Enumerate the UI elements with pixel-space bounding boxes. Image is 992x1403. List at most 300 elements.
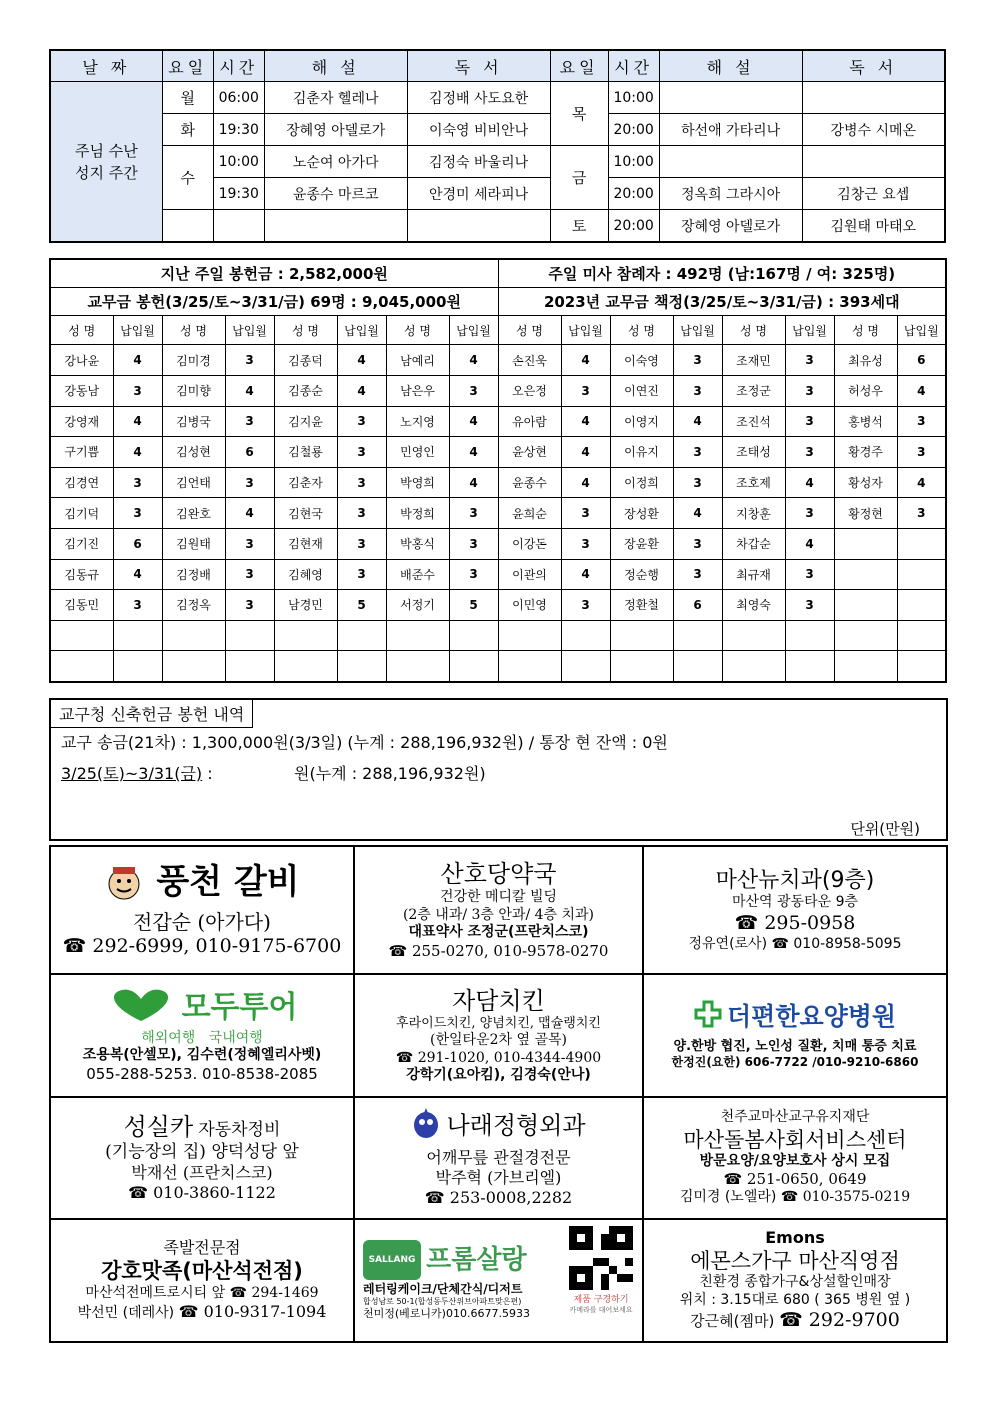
- owner-line: [646, 1309, 944, 1333]
- member-name: 이관의: [498, 559, 561, 590]
- paid-months: [673, 620, 722, 651]
- paid-months: 3: [449, 375, 498, 406]
- liturgy-schedule-table: [49, 49, 946, 243]
- member-name: [498, 620, 561, 651]
- paid-months: 3: [225, 559, 274, 590]
- building: 건강한 메디칼 빌딩: [439, 889, 558, 906]
- owner: 강근혜(젬마): [690, 1312, 775, 1331]
- col-reading: 독 서: [802, 50, 945, 82]
- member-name: [722, 651, 785, 682]
- paid-months: 3: [673, 345, 722, 376]
- hospital-logo: [646, 1000, 944, 1033]
- paid-months: 3: [225, 590, 274, 621]
- commentary: 김춘자 헬레나: [264, 82, 407, 114]
- ad-sanhodang-pharmacy: [354, 846, 643, 974]
- member-name: 구기쁨: [50, 437, 113, 468]
- member-name: 장윤환: [610, 528, 673, 559]
- member-name: [834, 528, 897, 559]
- cross-icon: [694, 1000, 722, 1033]
- paid-months: 3: [113, 590, 162, 621]
- paid-months: 4: [561, 559, 610, 590]
- reading: 김정배 사도요한: [407, 82, 550, 114]
- business-heading: [357, 1107, 640, 1144]
- owner: 박주혁 (가브리엘): [435, 1168, 562, 1188]
- reading: 이숙영 비비안나: [407, 114, 550, 146]
- time: 19:30: [213, 114, 264, 146]
- member-name: [834, 651, 897, 682]
- mascot-icon: [411, 1107, 441, 1144]
- col-month: 납입월: [561, 316, 610, 345]
- offering-column-header-row: [50, 316, 946, 345]
- business-name: 에몬스가구 마산직영점: [690, 1249, 900, 1274]
- diocese-week-line: [61, 761, 486, 784]
- paid-months: [113, 620, 162, 651]
- member-name: [834, 620, 897, 651]
- description: 방문요양/요양보호사 상시 모집: [699, 1152, 891, 1169]
- time: 20:00: [608, 114, 659, 146]
- member-name: 김춘자: [274, 467, 337, 498]
- paid-months: 4: [337, 375, 386, 406]
- location: 위치 : 3.15대로 680 ( 365 병원 옆 ): [679, 1291, 911, 1308]
- floors: (2층 내과/ 3층 안과/ 4층 치과): [402, 906, 595, 923]
- member-name: 김동민: [50, 590, 113, 621]
- col-name: 성 명: [162, 316, 225, 345]
- owners: 조용복(안셀모), 김수련(정혜엘리사벳): [82, 1047, 322, 1064]
- commentary: 장혜영 아델로가: [264, 114, 407, 146]
- paid-months: 4: [113, 406, 162, 437]
- paid-months: [561, 651, 610, 682]
- ad-seongsil-car: [50, 1097, 354, 1220]
- phone: ☎ 255-0270, 010-9578-0270: [357, 942, 640, 961]
- paid-months: 3: [673, 559, 722, 590]
- ad-masan-new-dental: [643, 846, 947, 974]
- paid-months: 4: [113, 559, 162, 590]
- weekday: 목: [550, 82, 608, 146]
- member-name: 민영인: [386, 437, 449, 468]
- paid-months: 4: [225, 498, 274, 529]
- col-month: 납입월: [225, 316, 274, 345]
- ad-from-sallang: [354, 1219, 643, 1342]
- location: (기능장의 집) 양덕성당 앞: [105, 1142, 299, 1163]
- logo-text: 모두투어: [181, 989, 298, 1025]
- member-name: 남은우: [386, 375, 449, 406]
- member-name: [610, 620, 673, 651]
- phone: ☎ 291-1020, 010-4344-4900: [357, 1050, 640, 1068]
- paid-months: 3: [785, 345, 834, 376]
- menu: 후라이드치킨, 양념치킨, 맵슐랭치킨: [396, 1015, 601, 1031]
- member-name: [50, 620, 113, 651]
- paid-months: [897, 528, 946, 559]
- paid-months: [113, 651, 162, 682]
- col-month: 납입월: [897, 316, 946, 345]
- paid-months: 4: [561, 437, 610, 468]
- paid-months: 4: [561, 467, 610, 498]
- col-month: 납입월: [785, 316, 834, 345]
- location: (한일타운2차 옆 골목): [430, 1032, 567, 1048]
- member-name: 김종덕: [274, 345, 337, 376]
- offering-row: [50, 467, 946, 498]
- empty-cell: [407, 210, 550, 243]
- offering-table: [49, 258, 947, 683]
- member-name: [722, 620, 785, 651]
- description: 친환경 종합가구&상설할인매장: [699, 1274, 891, 1291]
- paid-months: 3: [337, 528, 386, 559]
- member-name: 이정희: [610, 467, 673, 498]
- business-name: 강호맛족(마산석전점): [101, 1259, 303, 1284]
- week-total: : 원(누계 : 288,196,932원): [202, 764, 486, 783]
- member-name: 이연진: [610, 375, 673, 406]
- member-name: 김동규: [50, 559, 113, 590]
- member-name: 강영재: [50, 406, 113, 437]
- offering-row: [50, 651, 946, 682]
- offering-row: [50, 620, 946, 651]
- paid-months: [449, 651, 498, 682]
- paid-months: 3: [225, 467, 274, 498]
- paid-months: [561, 620, 610, 651]
- col-name: 성 명: [50, 316, 113, 345]
- member-name: 이민영: [498, 590, 561, 621]
- offering-row: [50, 559, 946, 590]
- member-name: 최규재: [722, 559, 785, 590]
- owner: 박선민 (데레사): [77, 1305, 175, 1322]
- paid-months: [337, 651, 386, 682]
- member-name: 최유성: [834, 345, 897, 376]
- paid-months: 5: [449, 590, 498, 621]
- paid-months: [785, 620, 834, 651]
- member-name: 이유지: [610, 437, 673, 468]
- brand: Emons: [765, 1228, 825, 1248]
- phone: ☎ 294-1469: [230, 1285, 319, 1301]
- phone: ☎ 010-8958-5095: [772, 936, 902, 952]
- commentary: 윤종수 마르코: [264, 178, 407, 210]
- member-name: 김언태: [162, 467, 225, 498]
- paid-months: 3: [337, 467, 386, 498]
- unit-label: 단위(만원): [850, 820, 920, 838]
- empty-cell: [213, 210, 264, 243]
- paid-months: 4: [449, 467, 498, 498]
- time: 10:00: [213, 146, 264, 178]
- member-name: 박영희: [386, 467, 449, 498]
- phone: ☎ 010-3860-1122: [53, 1183, 351, 1203]
- week-range: 3/25(토)~3/31(금): [61, 764, 203, 783]
- col-date: 날 짜: [50, 50, 162, 82]
- member-name: 김종순: [274, 375, 337, 406]
- paid-months: 4: [785, 528, 834, 559]
- col-name: 성 명: [498, 316, 561, 345]
- member-name: 최영숙: [722, 590, 785, 621]
- col-name: 성 명: [386, 316, 449, 345]
- member-name: 윤종수: [498, 467, 561, 498]
- member-name: 황정현: [834, 498, 897, 529]
- member-name: 장성환: [610, 498, 673, 529]
- heart-leaf-icon: [106, 987, 176, 1028]
- house-badge-icon: SALLANG: [363, 1240, 421, 1280]
- paid-months: 4: [897, 467, 946, 498]
- member-name: 김철룡: [274, 437, 337, 468]
- paid-months: [897, 559, 946, 590]
- paid-months: 6: [673, 590, 722, 621]
- dues-assessment: 2023년 교무금 책정(3/25/토~3/31/금) : 393세대: [498, 288, 946, 316]
- commentary: 하선애 가타리나: [659, 114, 802, 146]
- paid-months: 4: [337, 345, 386, 376]
- member-name: 김완호: [162, 498, 225, 529]
- col-commentary: 해 설: [659, 50, 802, 82]
- member-name: 윤희순: [498, 498, 561, 529]
- paid-months: 3: [561, 590, 610, 621]
- business-name: 산호당약국: [440, 860, 557, 889]
- reading: [802, 146, 945, 178]
- paid-months: 3: [897, 498, 946, 529]
- ad-pungcheon-galbi: [50, 846, 354, 974]
- paid-months: 3: [673, 437, 722, 468]
- member-name: 김혜영: [274, 559, 337, 590]
- location-line: [53, 1285, 351, 1303]
- staff: 정유연(로사): [688, 935, 768, 952]
- commentary: 장혜영 아델로가: [659, 210, 802, 243]
- member-name: 김현재: [274, 528, 337, 559]
- member-name: 홍병석: [834, 406, 897, 437]
- commentary: 노순여 아가다: [264, 146, 407, 178]
- member-name: 조정군: [722, 375, 785, 406]
- phone: 055-288-5253. 010-8538-2085: [86, 1064, 318, 1083]
- paid-months: 3: [897, 437, 946, 468]
- services: 해외여행 국내여행: [141, 1029, 263, 1046]
- member-name: 조재민: [722, 345, 785, 376]
- phone: ☎ 295-0958: [646, 912, 944, 936]
- paid-months: 3: [337, 559, 386, 590]
- member-name: 김정배: [162, 559, 225, 590]
- member-name: [50, 651, 113, 682]
- member-name: [610, 651, 673, 682]
- business-name: 자담치킨: [452, 986, 545, 1015]
- ad-emons-furniture: [643, 1219, 947, 1342]
- member-name: [834, 590, 897, 621]
- ad-jadam-chicken: [354, 974, 643, 1097]
- paid-months: 4: [561, 345, 610, 376]
- member-name: 남예리: [386, 345, 449, 376]
- description: 양.한방 협진, 노인성 질환, 치매 통증 치료: [673, 1039, 917, 1054]
- paid-months: 4: [225, 375, 274, 406]
- col-weekday: 요일: [550, 50, 608, 82]
- paid-months: 5: [337, 590, 386, 621]
- business-heading: [53, 1112, 351, 1142]
- business-name: 성실카: [123, 1113, 194, 1142]
- paid-months: 3: [785, 375, 834, 406]
- time: 06:00: [213, 82, 264, 114]
- col-month: 납입월: [113, 316, 162, 345]
- paid-months: 4: [113, 345, 162, 376]
- member-name: 남경민: [274, 590, 337, 621]
- paid-months: 4: [897, 375, 946, 406]
- weekday: 수: [162, 146, 213, 210]
- paid-months: 3: [785, 437, 834, 468]
- paid-months: 6: [225, 437, 274, 468]
- owner-line: [53, 1302, 351, 1323]
- offering-row: [50, 528, 946, 559]
- schedule-row: [50, 210, 945, 243]
- ad-modutour: [50, 974, 354, 1097]
- member-name: 조태성: [722, 437, 785, 468]
- paid-months: 3: [673, 467, 722, 498]
- reading: 김원태 마태오: [802, 210, 945, 243]
- paid-months: [897, 620, 946, 651]
- menu: 레터링케이크/단체간식/디저트: [363, 1282, 523, 1297]
- col-name: 성 명: [834, 316, 897, 345]
- col-month: 납입월: [449, 316, 498, 345]
- weekday: 금: [550, 146, 608, 210]
- member-name: 윤상현: [498, 437, 561, 468]
- paid-months: 3: [225, 406, 274, 437]
- member-name: 이영지: [610, 406, 673, 437]
- paid-months: 3: [337, 498, 386, 529]
- phone: ☎ 292-9700: [779, 1309, 900, 1331]
- paid-months: 3: [449, 559, 498, 590]
- offering-summary-row: [50, 259, 946, 288]
- phone: ☎ 253-0008,2282: [357, 1188, 640, 1208]
- member-name: 강동남: [50, 375, 113, 406]
- paid-months: [225, 620, 274, 651]
- category: 족발전문점: [163, 1238, 241, 1258]
- qr-code-icon: [569, 1226, 633, 1290]
- time: 20:00: [608, 210, 659, 243]
- paid-months: 4: [449, 406, 498, 437]
- paid-months: 3: [561, 498, 610, 529]
- service: 자동차정비: [198, 1120, 281, 1141]
- reading: 안경미 세라피나: [407, 178, 550, 210]
- paid-months: 3: [785, 590, 834, 621]
- col-month: 납입월: [673, 316, 722, 345]
- offering-row: [50, 498, 946, 529]
- diocese-remittance-line: 교구 송금(21차) : 1,300,000원(3/3일) (누계 : 288,196,932원) / 통장 현 잔액 : 0원: [61, 733, 668, 752]
- member-name: [834, 559, 897, 590]
- paid-months: 3: [785, 498, 834, 529]
- member-name: 오은정: [498, 375, 561, 406]
- schedule-header-row: [50, 50, 945, 82]
- paid-months: [897, 651, 946, 682]
- col-reading: 독 서: [407, 50, 550, 82]
- member-name: 김경연: [50, 467, 113, 498]
- member-name: 김병국: [162, 406, 225, 437]
- member-name: 김원태: [162, 528, 225, 559]
- owner: 전갑순 (아가다): [133, 909, 271, 934]
- member-name: 김미향: [162, 375, 225, 406]
- phone: ☎ 010-3575-0219: [781, 1189, 910, 1205]
- paid-months: 3: [785, 406, 834, 437]
- phone: ☎ 010-9317-1094: [179, 1302, 327, 1321]
- empty-cell: [264, 210, 407, 243]
- member-name: 허성우: [834, 375, 897, 406]
- paid-months: 4: [113, 437, 162, 468]
- business-name: 프롬살랑: [426, 1244, 527, 1275]
- member-name: 박홍식: [386, 528, 449, 559]
- occasion-cell: [50, 82, 162, 243]
- paid-months: 3: [785, 559, 834, 590]
- paid-months: [225, 651, 274, 682]
- member-name: 김정옥: [162, 590, 225, 621]
- member-name: [386, 651, 449, 682]
- member-name: 김기덕: [50, 498, 113, 529]
- member-name: 황성자: [834, 467, 897, 498]
- member-name: 김기진: [50, 528, 113, 559]
- member-name: 정순행: [610, 559, 673, 590]
- location: 마산역 광동타운 9층: [732, 894, 858, 911]
- paid-months: [449, 620, 498, 651]
- paid-months: 4: [449, 437, 498, 468]
- weekday: 화: [162, 114, 213, 146]
- ad-gangho-jokbal: [50, 1219, 354, 1342]
- empty-cell: [162, 210, 213, 243]
- member-name: 조호제: [722, 467, 785, 498]
- time: 19:30: [213, 178, 264, 210]
- paid-months: 3: [561, 528, 610, 559]
- ad-narae-orthopedics: [354, 1097, 643, 1220]
- qr-code[interactable]: [566, 1226, 636, 1315]
- paid-months: 4: [673, 406, 722, 437]
- member-name: 정환철: [610, 590, 673, 621]
- foundation: 천주교마산교구유지재단: [720, 1109, 870, 1126]
- col-name: 성 명: [274, 316, 337, 345]
- offering-row: [50, 406, 946, 437]
- specialty: 어깨무릎 관절경전문: [426, 1148, 571, 1168]
- owner: 박재선 (프란치스코): [131, 1163, 273, 1183]
- col-time: 시간: [213, 50, 264, 82]
- member-name: [162, 651, 225, 682]
- member-name: 박정희: [386, 498, 449, 529]
- business-name: 마산뉴치과(9층): [715, 867, 875, 893]
- phone: ☎ 251-0650, 0649: [646, 1170, 944, 1189]
- member-name: 김미경: [162, 345, 225, 376]
- paid-months: 3: [337, 437, 386, 468]
- member-name: [274, 651, 337, 682]
- reading: 김정숙 바울리나: [407, 146, 550, 178]
- member-name: 유아람: [498, 406, 561, 437]
- member-name: 김현국: [274, 498, 337, 529]
- business-name: 마산돌봄사회서비스센터: [683, 1127, 907, 1152]
- member-name: [162, 620, 225, 651]
- paid-months: 3: [897, 406, 946, 437]
- paid-months: [785, 651, 834, 682]
- ad-masan-care-center: [643, 1097, 947, 1220]
- diocese-building-fund-box: [49, 698, 948, 841]
- schedule-row: [50, 146, 945, 178]
- paid-months: 3: [113, 375, 162, 406]
- reading: 강병수 시메온: [802, 114, 945, 146]
- paid-months: [673, 651, 722, 682]
- commentary: [659, 146, 802, 178]
- modutour-logo: [53, 987, 351, 1028]
- col-month: 납입월: [337, 316, 386, 345]
- owner: 천미정(베로니카)010.6677.5933: [363, 1307, 530, 1321]
- paid-months: [337, 620, 386, 651]
- paid-months: 3: [449, 498, 498, 529]
- paid-months: [897, 590, 946, 621]
- member-name: 김성현: [162, 437, 225, 468]
- offering-row: [50, 345, 946, 376]
- member-name: 강나윤: [50, 345, 113, 376]
- member-name: 노지영: [386, 406, 449, 437]
- member-name: 차갑순: [722, 528, 785, 559]
- col-name: 성 명: [610, 316, 673, 345]
- advertisement-grid: [49, 845, 948, 1343]
- col-commentary: 해 설: [264, 50, 407, 82]
- contact: 한정진(요한) 606-7722 /010-9210-6860: [671, 1055, 919, 1070]
- commentary: [659, 82, 802, 114]
- paid-months: 3: [113, 467, 162, 498]
- paid-months: 4: [561, 406, 610, 437]
- paid-months: 3: [673, 375, 722, 406]
- paid-months: 3: [113, 498, 162, 529]
- member-name: 조진석: [722, 406, 785, 437]
